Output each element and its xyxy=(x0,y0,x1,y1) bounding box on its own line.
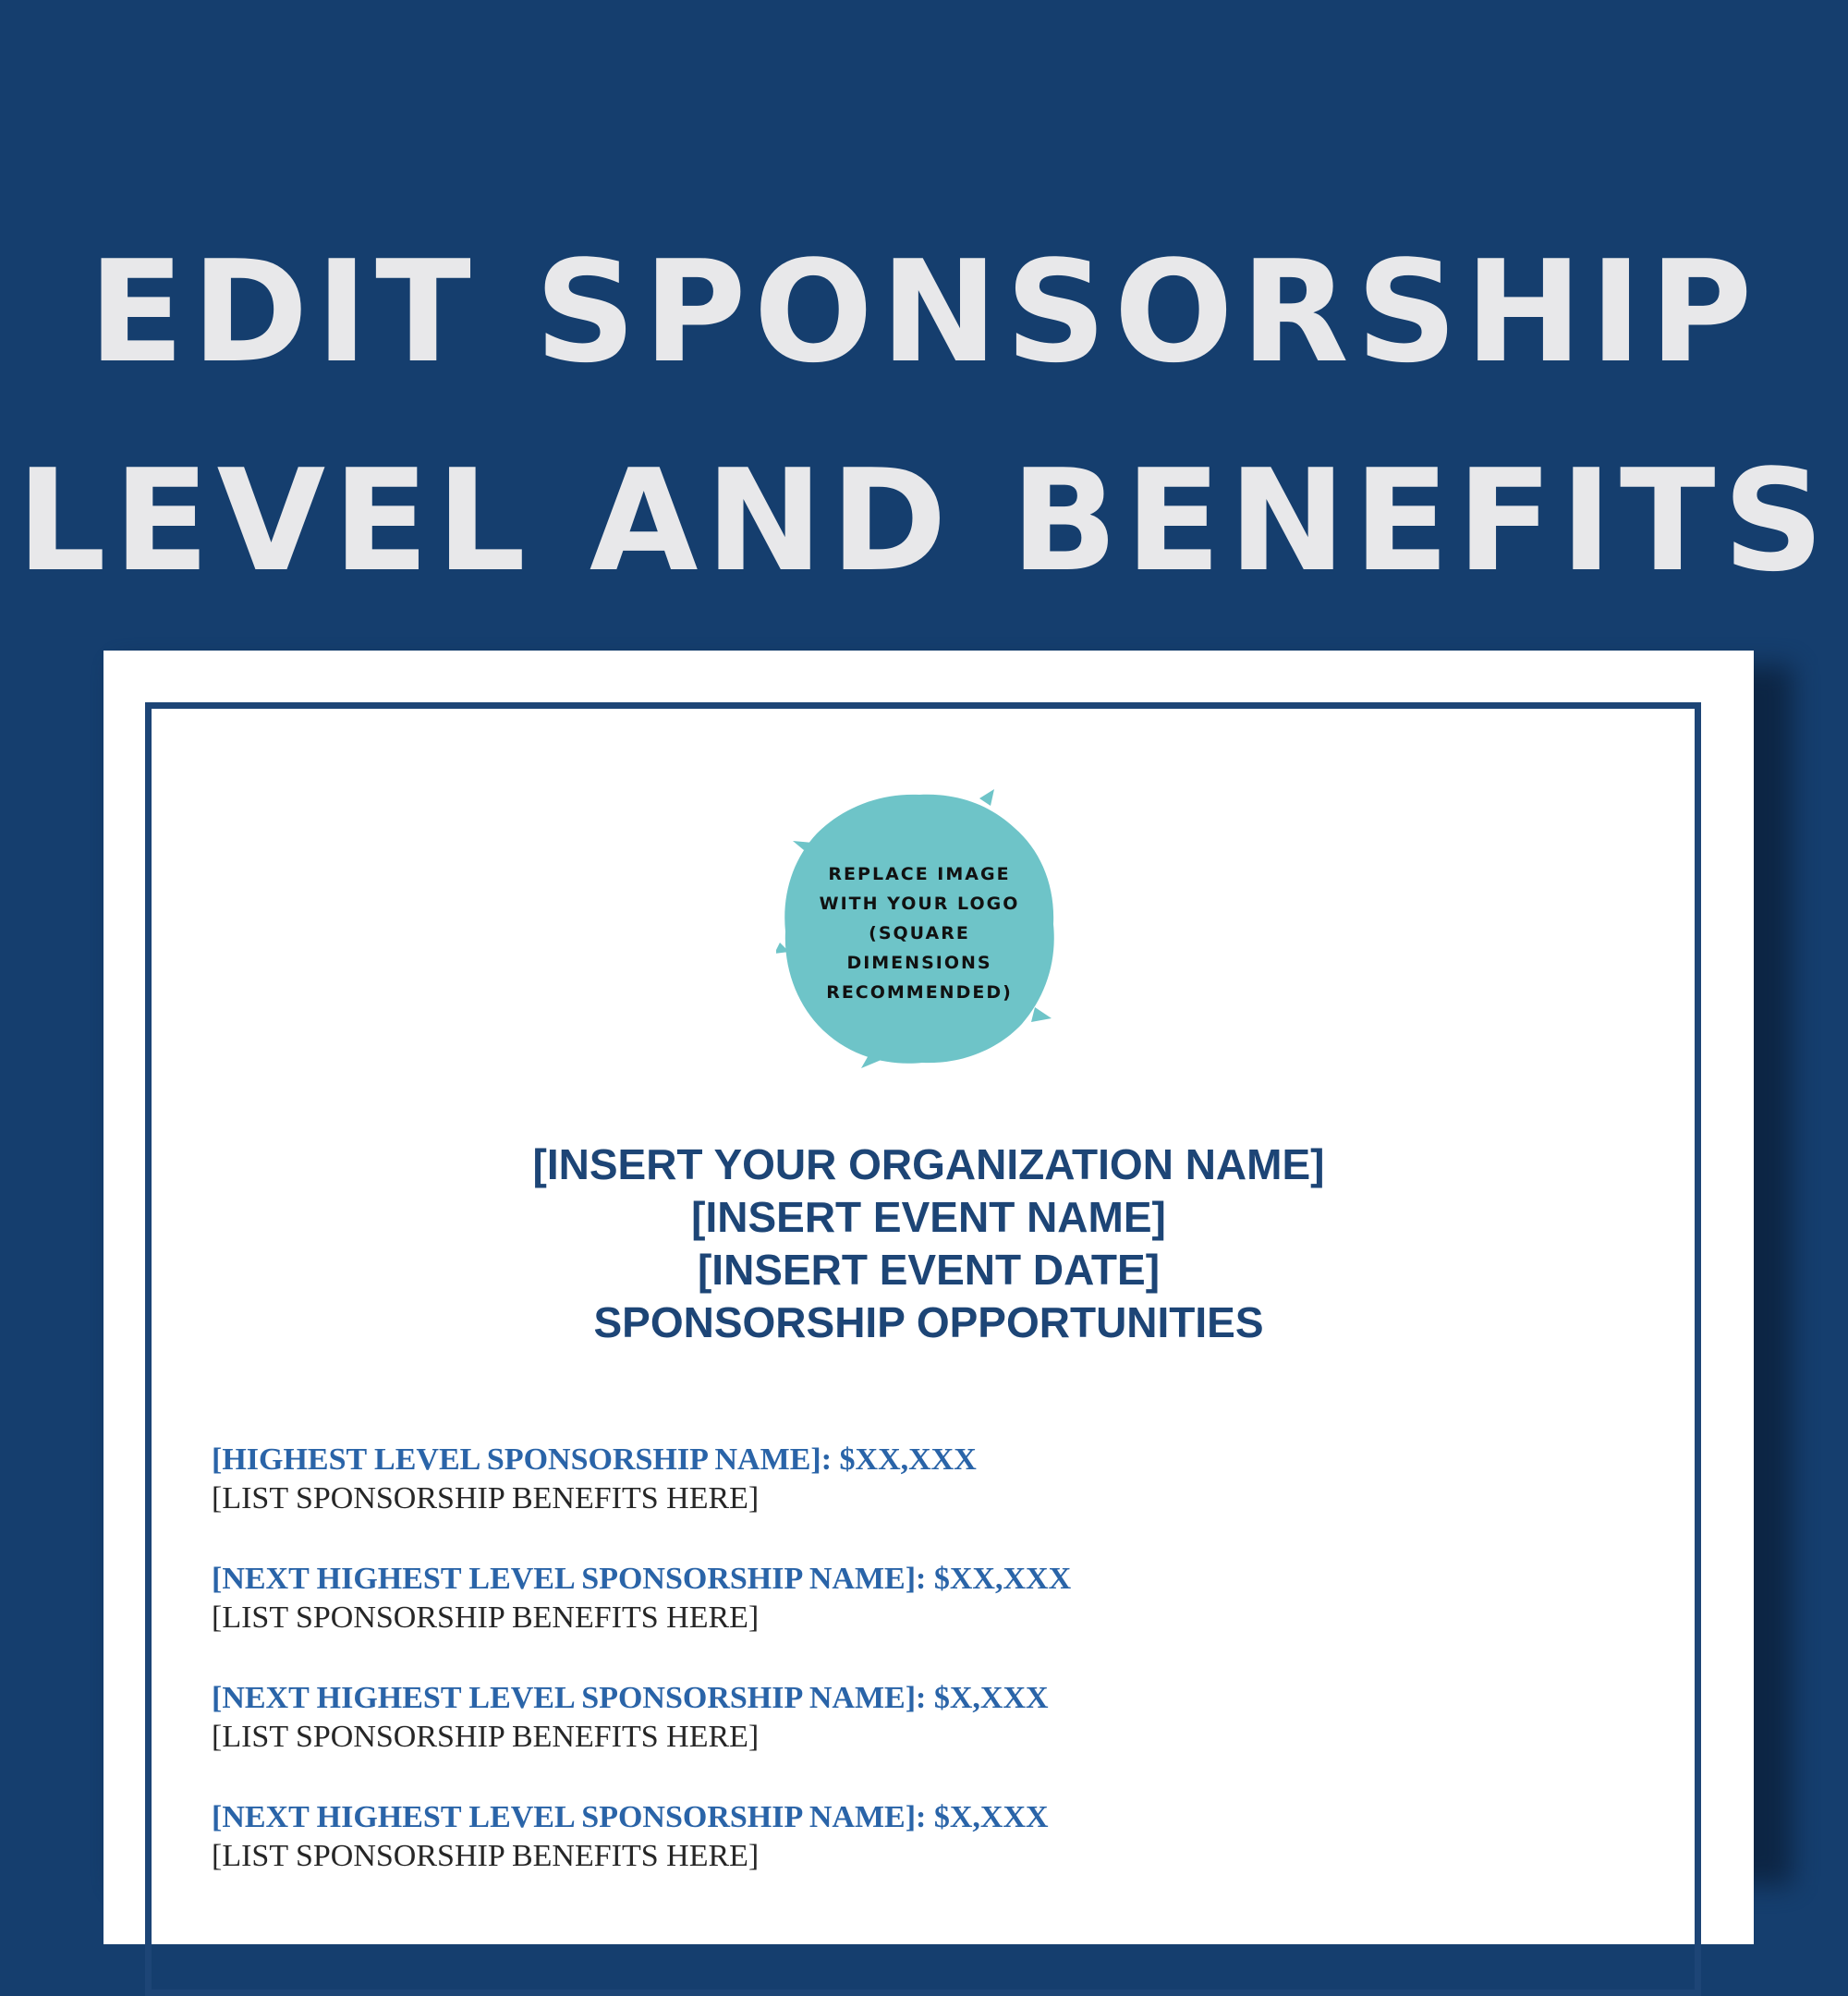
sponsorship-level xyxy=(212,1679,1598,1798)
sponsorship-levels-list xyxy=(212,1441,1598,1917)
hero-title-line-2: LEVEL AND BENEFITS xyxy=(16,439,1832,602)
event-name[interactable]: [INSERT EVENT NAME] xyxy=(691,1193,1166,1241)
sponsorship-level-name[interactable]: [NEXT HIGHEST LEVEL SPONSORSHIP NAME]: $X,XXX xyxy=(212,1800,1049,1834)
document-heading: SPONSORSHIP OPPORTUNITIES xyxy=(593,1298,1264,1346)
sponsorship-level-benefits[interactable]: [LIST SPONSORSHIP BENEFITS HERE] xyxy=(212,1720,760,1754)
document-page xyxy=(103,651,1754,1944)
sponsorship-level xyxy=(212,1441,1598,1560)
logo-text-line: REPLACE IMAGE xyxy=(828,864,1011,884)
sponsorship-level xyxy=(212,1560,1598,1679)
document-header xyxy=(103,1138,1754,1349)
sponsorship-level-benefits[interactable]: [LIST SPONSORSHIP BENEFITS HERE] xyxy=(212,1600,760,1635)
sponsorship-level-name[interactable]: [NEXT HIGHEST LEVEL SPONSORSHIP NAME]: $X,XXX xyxy=(212,1681,1049,1715)
sponsorship-level-name[interactable]: [HIGHEST LEVEL SPONSORSHIP NAME]: $XX,XXX xyxy=(212,1442,977,1477)
sponsorship-level-benefits[interactable]: [LIST SPONSORSHIP BENEFITS HERE] xyxy=(212,1481,760,1515)
brush-edge-mark xyxy=(1031,1007,1052,1022)
logo-text-line: RECOMMENDED) xyxy=(826,982,1013,1003)
sponsorship-level-benefits[interactable]: [LIST SPONSORSHIP BENEFITS HERE] xyxy=(212,1839,760,1873)
logo-text-line: DIMENSIONS xyxy=(846,953,992,973)
logo-placeholder[interactable] xyxy=(776,785,1063,1072)
event-date[interactable]: [INSERT EVENT DATE] xyxy=(697,1246,1161,1294)
logo-placeholder-text xyxy=(804,859,1035,1007)
sponsorship-level-name[interactable]: [NEXT HIGHEST LEVEL SPONSORSHIP NAME]: $XX,XXX xyxy=(212,1562,1072,1596)
hero-title-line-1: EDIT SPONSORSHIP xyxy=(88,230,1760,394)
sponsorship-level xyxy=(212,1798,1598,1917)
logo-text-line: WITH YOUR LOGO xyxy=(819,894,1020,914)
hero-title xyxy=(0,208,1848,626)
logo-text-line: (SQUARE xyxy=(869,923,970,943)
organization-name[interactable]: [INSERT YOUR ORGANIZATION NAME] xyxy=(532,1140,1325,1188)
brush-edge-mark xyxy=(979,789,994,806)
